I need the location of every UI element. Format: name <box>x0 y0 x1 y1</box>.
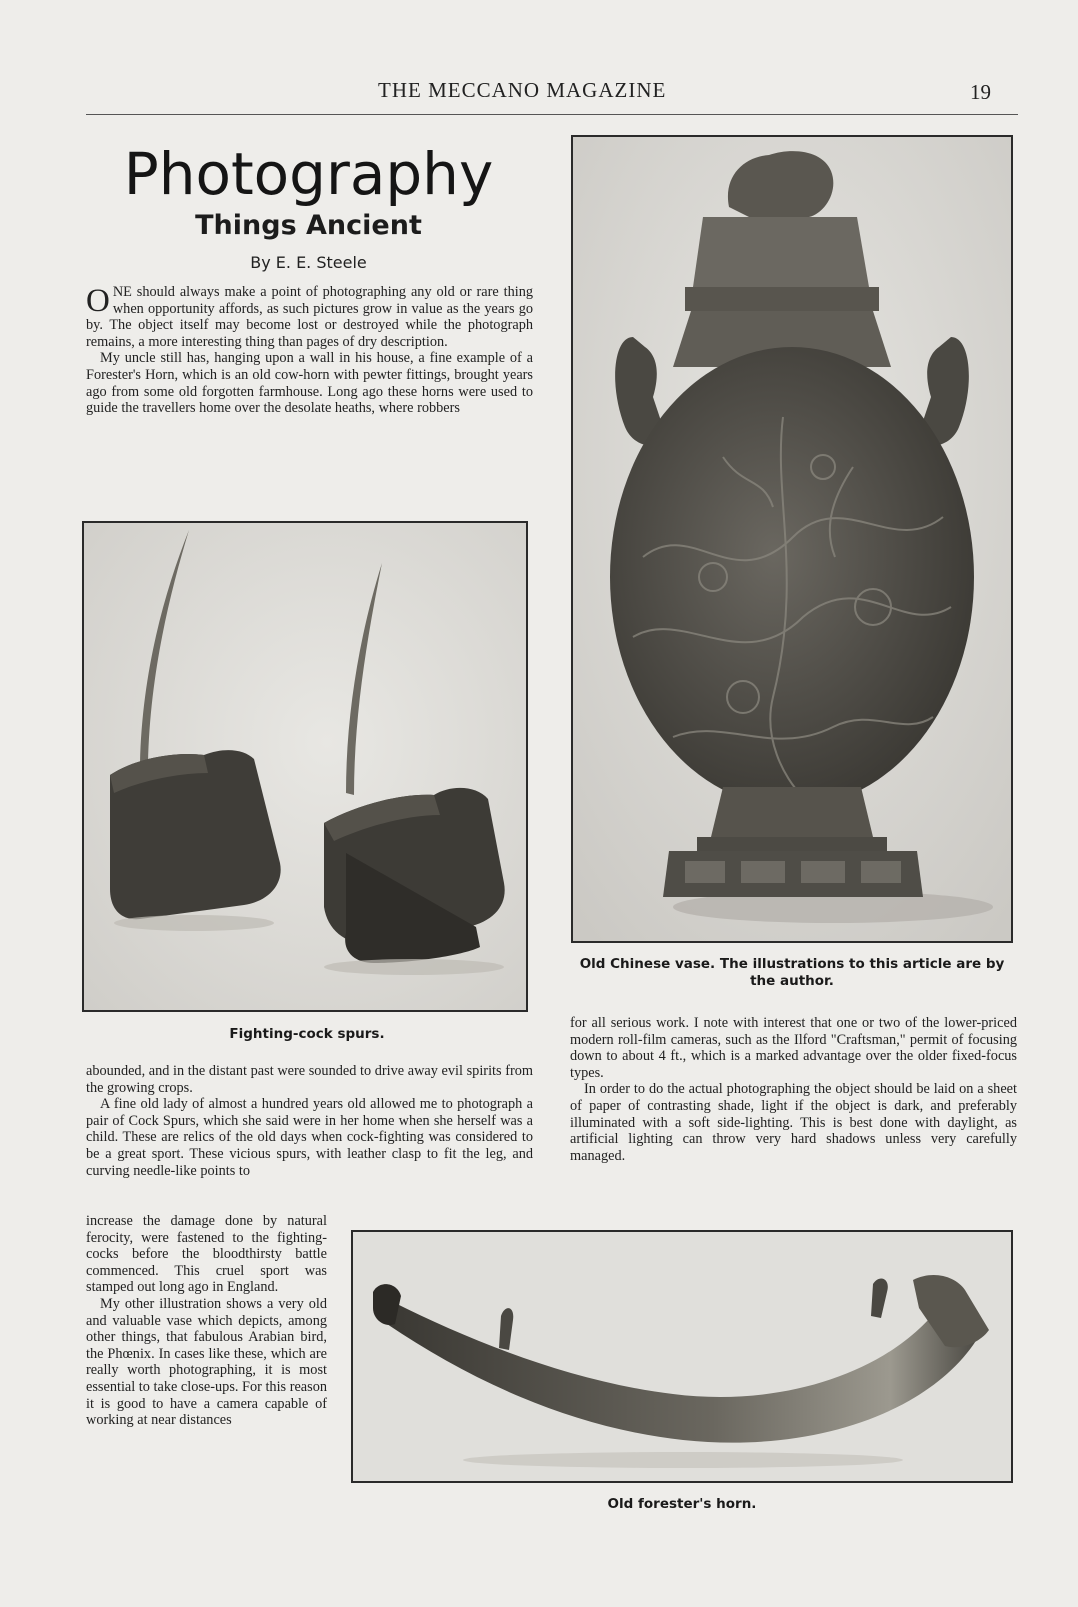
vase-illustration <box>573 137 1011 941</box>
spurs-photo <box>82 521 528 1012</box>
paragraph-1: ONE should always make a point of photographing any old or rare thing when opportunity affords, as such pictures grow in value as the years go by. The object itself may become lost or destroyed while the photograph remains, a more interesting thing than pages of dry description. <box>86 283 533 350</box>
left-column-text <box>86 1063 533 1179</box>
drop-cap: O <box>86 283 110 319</box>
paragraph-2: My uncle still has, hanging upon a wall in his house, a fine example of a Forester's Horn, which is an old cow-horn with pewter fittings, brought years ago from some old forgotten farmhouse. Long ago these horns were used to guide the travellers home over the desolate heaths, where robbers <box>86 350 533 417</box>
article-byline: By E. E. Steele <box>250 253 367 272</box>
paragraph-6: for all serious work. I note with interest that one or two of the lower-priced modern roll-film cameras, such as the Ilford "Craftsman," permit of focusing down to about 4 ft., which is a marked advantage over the older fixed-focus types. <box>570 1015 1017 1081</box>
right-column-text <box>570 1015 1017 1164</box>
paragraph-3: abounded, and in the distant past were sounded to drive away evil spirits from the growing crops. <box>86 1063 533 1096</box>
horn-caption: Old forester's horn. <box>607 1496 757 1512</box>
paragraph-4: A fine old lady of almost a hundred years old allowed me to photograph a pair of Cock Spurs, which she said were in her home when she herself was a child. These are relics of the old days when cock-fighting was considered to be a great sport. These vicious spurs, with leather clasp to fit the leg, and curving needle-like points to <box>86 1096 533 1179</box>
horn-photo <box>351 1230 1013 1483</box>
header-rule <box>86 114 1018 115</box>
page-number: 19 <box>970 80 991 104</box>
vase-photo <box>571 135 1013 943</box>
spurs-caption: Fighting-cock spurs. <box>229 1026 385 1042</box>
paragraph-7: In order to do the actual photographing the object should be laid on a sheet of paper of contrasting shade, light if the object is dark, and preferably illuminated with a soft side-lighting. This is best done with daylight, as artificial lighting can throw very hard shadows unless very carefully managed. <box>570 1081 1017 1164</box>
article-subtitle: Things Ancient <box>195 210 422 241</box>
horn-illustration <box>353 1232 1011 1481</box>
running-head: THE MECCANO MAGAZINE <box>378 78 667 102</box>
intro-text <box>86 284 533 417</box>
narrow-column-text <box>86 1213 327 1429</box>
paragraph-4-continued: increase the damage done by natural ferocity, were fastened to the fighting-cocks before the bloodthirsty battle commenced. This cruel sport was stamped out long ago in England. <box>86 1213 327 1296</box>
paragraph-5: My other illustration shows a very old and valuable vase which depicts, among other things, that fabulous Arabian bird, the Phœnix. In cases like these, which are really worth photographing, it is most essential to take close-ups. For this reason it is good to have a camera capable of working at near distances <box>86 1295 328 1429</box>
article-title: Photography <box>123 140 494 208</box>
spurs-illustration <box>84 523 526 1010</box>
vase-caption: Old Chinese vase. The illustrations to this article are by the author. <box>579 956 1005 989</box>
